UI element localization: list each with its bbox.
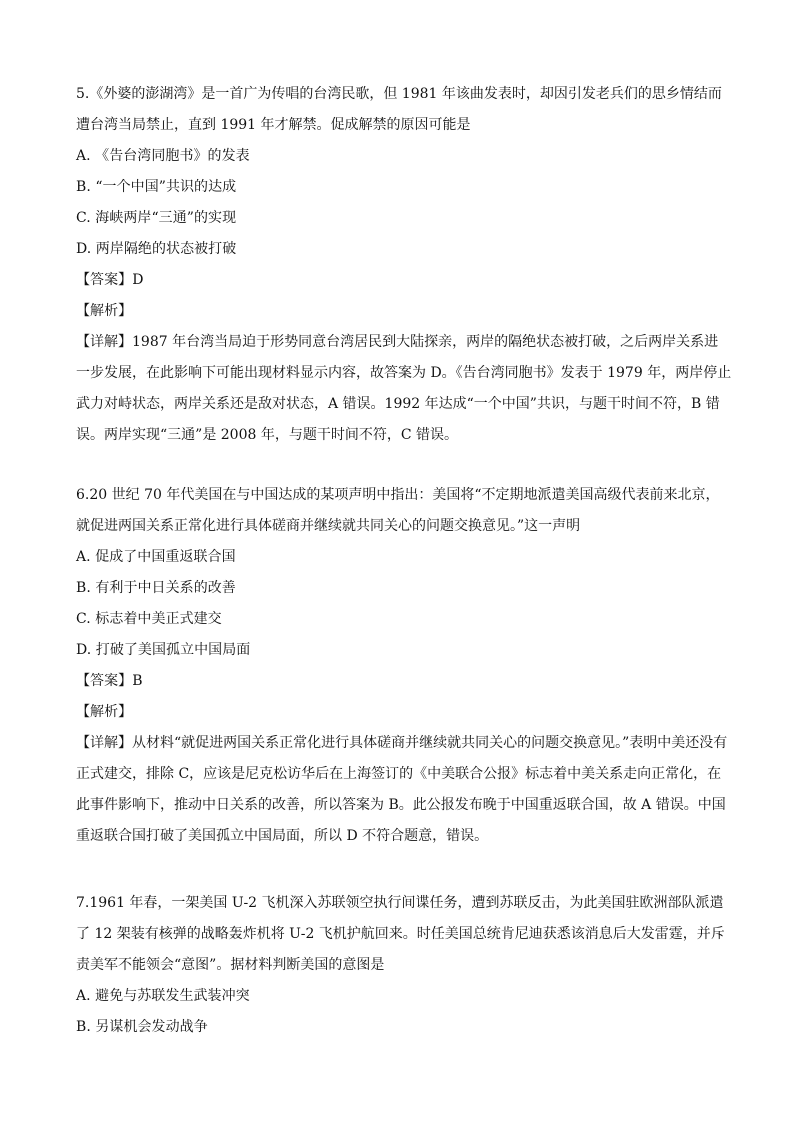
option-d: D. 两岸隔绝的状态被打破 <box>76 241 237 257</box>
answer: 【答案】D <box>76 272 144 288</box>
question-6 <box>76 480 732 852</box>
option-a: A. 《告台湾同胞书》的发表 <box>76 148 250 164</box>
question-stem: 7.1961 年春，一架美国 U-2 飞机深入苏联领空执行间谍任务，遭到苏联反击，为此美国驻欧洲部队派遣了 12 架装有核弹的战略轰炸机将 U-2 飞机护航回来。时任美国总统肯尼迪获悉该消息后大发雷霆，并斥责美军不能领会“意图”。据材料判断美国的意图是 <box>76 895 725 973</box>
analysis-label: 【解析】 <box>76 704 133 720</box>
option-c: C. 标志着中美正式建交 <box>76 611 222 627</box>
question-stem: 6.20 世纪 70 年代美国在与中国达成的某项声明中指出：美国将“不定期地派遣美国高级代表前来北京，就促进两国关系正常化进行具体磋商并继续就共同关心的问题交换意见。”这一声明 <box>76 487 720 534</box>
option-a: A. 避免与苏联发生武装冲突 <box>76 988 250 1004</box>
option-b: B. 有利于中日关系的改善 <box>76 580 236 596</box>
question-7 <box>76 888 732 1043</box>
analysis-label: 【解析】 <box>76 303 133 319</box>
question-5 <box>76 79 732 451</box>
answer: 【答案】B <box>76 673 143 689</box>
option-b: B. 另谋机会发动战争 <box>76 1019 208 1035</box>
analysis-detail: 【详解】1987 年台湾当局迫于形势同意台湾居民到大陆探亲，两岸的隔绝状态被打破，之后两岸关系进一步发展，在此影响下可能出现材料显示内容，故答案为 D。《告台湾同胞书》发表于 1979 年，两岸停止武力对峙状态，两岸关系还是敌对状态，A 错误。1992 年达成“一个中国”共识，与题干时间不符，B 错误。两岸实现“三通”是 2008 年，与题干时间不符，C 错误。 <box>76 334 732 443</box>
question-stem: 5.《外婆的澎湖湾》是一首广为传唱的台湾民歌，但 1981 年该曲发表时，却因引发老兵们的思乡情结而遭台湾当局禁止，直到 1991 年才解禁。促成解禁的原因可能是 <box>76 86 722 133</box>
option-b: B. “一个中国”共识的达成 <box>76 179 237 195</box>
option-d: D. 打破了美国孤立中国局面 <box>76 642 251 658</box>
option-a: A. 促成了中国重返联合国 <box>76 549 236 565</box>
analysis-detail: 【详解】从材料“就促进两国关系正常化进行具体磋商并继续就共同关心的问题交换意见。”表明中美还没有正式建交，排除 C，应该是尼克松访华后在上海签订的《中美联合公报》标志着中美关系走向正常化，在此事件影响下，推动中日关系的改善，所以答案为 B。此公报发布晚于中国重返联合国，故 A 错误。中国重返联合国打破了美国孤立中国局面，所以 D 不符合题意，错误。 <box>76 735 728 844</box>
option-c: C. 海峡两岸“三通”的实现 <box>76 210 237 226</box>
